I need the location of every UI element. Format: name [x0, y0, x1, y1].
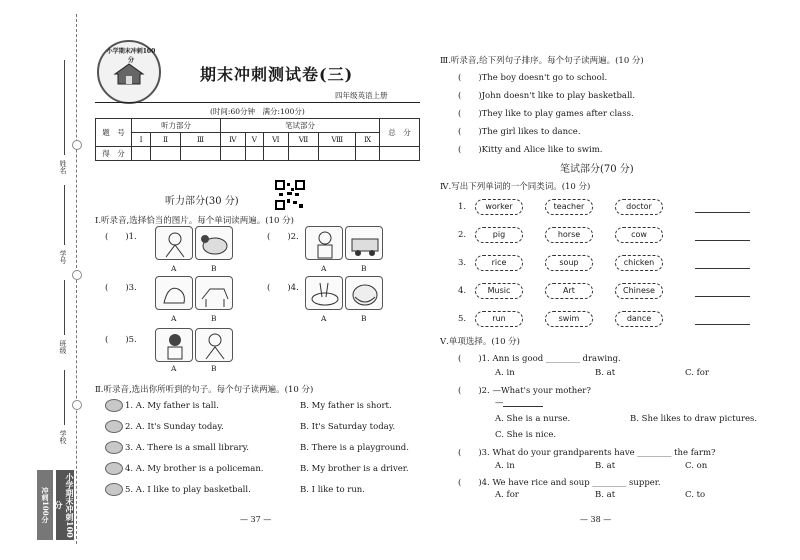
student-id-underline [64, 185, 65, 245]
class-underline [64, 280, 65, 335]
word-oval: swim [545, 311, 593, 327]
score-numeral: Ⅳ [221, 133, 245, 147]
sec3-item-4[interactable]: ( )The girl likes to dance. [458, 127, 581, 137]
answer-bubble-icon[interactable] [105, 420, 123, 433]
title-divider [95, 102, 420, 103]
page-title: 期末冲刺测试卷(三) [200, 65, 354, 84]
sec4-row-3-number: 3. [458, 258, 467, 268]
answer-bubble-icon[interactable] [105, 462, 123, 475]
word-oval: doctor [615, 199, 663, 215]
sec5-q4-b[interactable]: B. at [595, 490, 616, 500]
page-number-right: — 38 — [580, 515, 612, 524]
sec5-q1-c[interactable]: C. for [685, 368, 709, 378]
picture-5a[interactable] [155, 328, 193, 362]
sec5-q2-dash: — [495, 398, 504, 408]
name-underline [64, 60, 65, 155]
sec5-q4-c[interactable]: C. to [685, 490, 706, 500]
picture-2a[interactable] [305, 226, 343, 260]
sec3-item-2[interactable]: ( )John doesn't like to play basketball. [458, 91, 636, 101]
option-a-label: A [321, 264, 327, 273]
option-a-label: A [321, 314, 327, 323]
name-label: 姓名 [59, 160, 67, 174]
binding-hole [72, 400, 82, 410]
sec3-item-1[interactable]: ( )The boy doesn't go to school. [458, 73, 608, 83]
qr-code-icon[interactable] [275, 180, 305, 210]
score-cell[interactable] [319, 147, 356, 161]
option-b-label: B [211, 364, 217, 373]
score-table [95, 118, 420, 161]
score-numeral: Ⅵ [264, 133, 289, 147]
picture-5b[interactable] [195, 328, 233, 362]
sec2-row-3-b: B. There is a playground. [300, 443, 409, 453]
score-numeral: Ⅷ [319, 133, 356, 147]
section-5-title: Ⅴ.单项选择。(10 分) [440, 337, 520, 347]
score-cell[interactable] [380, 147, 420, 161]
word-oval: Chinese [615, 283, 663, 299]
binding-hole [72, 140, 82, 150]
sec5-q1-a[interactable]: A. in [495, 368, 515, 378]
word-oval: dance [615, 311, 663, 327]
sec3-item-3[interactable]: ( )They like to play games after class. [458, 109, 634, 119]
picture-2b[interactable] [345, 226, 383, 260]
student-id-label: 学号 [59, 250, 67, 264]
option-a-label: A [171, 264, 177, 273]
written-head: 笔试部分 [221, 119, 380, 133]
picture-4b[interactable] [345, 276, 383, 310]
brand-tab: 小学期末冲刺100分 [56, 470, 74, 540]
score-cell[interactable] [221, 147, 245, 161]
score-cell[interactable] [288, 147, 319, 161]
picture-1b[interactable] [195, 226, 233, 260]
series-logo [97, 40, 161, 104]
score-numeral: Ⅲ [180, 133, 220, 147]
section-3-title: Ⅲ.听录音,给下列句子排序。每个句子读两遍。(10 分) [440, 56, 644, 66]
word-oval: horse [545, 227, 593, 243]
word-oval: teacher [545, 199, 593, 215]
school-underline [64, 370, 65, 425]
score-numeral: Ⅰ [132, 133, 151, 147]
answer-bubble-icon[interactable] [105, 441, 123, 454]
picture-3a[interactable] [155, 276, 193, 310]
answer-blank[interactable] [695, 324, 750, 325]
question-4-number[interactable]: ( )4. [267, 283, 299, 293]
word-oval: Art [545, 283, 593, 299]
sec5-q3-c[interactable]: C. on [685, 461, 708, 471]
class-label: 班级 [59, 340, 67, 354]
sec5-q4[interactable]: ( )4. We have rice and soup ________ supper. [458, 478, 661, 488]
score-numeral: Ⅴ [245, 133, 263, 147]
sec5-q2[interactable]: ( )2. —What's your mother? [458, 386, 591, 396]
answer-blank[interactable] [503, 406, 543, 407]
score-cell[interactable] [151, 147, 181, 161]
question-3-number[interactable]: ( )3. [105, 283, 137, 293]
written-title: 笔试部分(70 分) [560, 164, 634, 175]
sec5-q1-b[interactable]: B. at [595, 368, 616, 378]
sec5-q2-c[interactable]: C. She is nice. [495, 430, 557, 440]
listen-head: 听力部分 [132, 119, 221, 133]
page-number-left: — 37 — [240, 515, 272, 524]
listening-title: 听力部分(30 分) [165, 196, 239, 207]
sec5-q4-a[interactable]: A. for [495, 490, 519, 500]
answer-bubble-icon[interactable] [105, 399, 123, 412]
sec2-row-5-a: 5. A. I like to play basketball. [125, 485, 251, 495]
section-4-title: Ⅳ.写出下列单词的一个同类词。(10 分) [440, 182, 591, 192]
option-a-label: A [171, 314, 177, 323]
word-oval: run [475, 311, 523, 327]
sec5-q2-b[interactable]: B. She likes to draw pictures. [630, 414, 758, 424]
word-oval: worker [475, 199, 523, 215]
score-cell[interactable] [264, 147, 289, 161]
question-2-number[interactable]: ( )2. [267, 232, 299, 242]
picture-3b[interactable] [195, 276, 233, 310]
sec2-row-1-b: B. My father is short. [300, 401, 392, 411]
binding-hole [72, 270, 82, 280]
sec5-q3-a[interactable]: A. in [495, 461, 515, 471]
series-logo-text: 小学期末冲刺100分 [106, 48, 156, 64]
sec2-row-2-b: B. It's Saturday today. [300, 422, 396, 432]
option-a-label: A [171, 364, 177, 373]
binding-margin [0, 0, 95, 560]
answer-blank[interactable] [695, 240, 750, 241]
sec5-q1[interactable]: ( )1. Ann is good ________ drawing. [458, 354, 621, 364]
answer-blank[interactable] [695, 212, 750, 213]
grade-label: 四年级英语上册 [335, 91, 388, 100]
word-oval: chicken [615, 255, 663, 271]
word-oval: pig [475, 227, 523, 243]
left-page [95, 0, 425, 560]
score-cell[interactable] [245, 147, 263, 161]
answer-blank[interactable] [695, 296, 750, 297]
sec4-row-5-number: 5. [458, 314, 467, 324]
score-cell[interactable] [132, 147, 151, 161]
brand-tab-secondary: 冲刺100分 [37, 470, 53, 540]
question-1-number[interactable]: ( )1. [105, 232, 137, 242]
answer-bubble-icon[interactable] [105, 483, 123, 496]
sec2-row-3-a: 3. A. There is a small library. [125, 443, 249, 453]
word-oval: soup [545, 255, 593, 271]
sec4-row-4-number: 4. [458, 286, 467, 296]
section-1-title: Ⅰ.听录音,选择恰当的图片。每个单词读两遍。(10 分) [95, 216, 294, 226]
sec2-row-2-a: 2. A. It's Sunday today. [125, 422, 224, 432]
sec4-row-1-number: 1. [458, 202, 467, 212]
score-numeral: Ⅶ [288, 133, 319, 147]
picture-4a[interactable] [305, 276, 343, 310]
sec5-q3[interactable]: ( )3. What do your grandparents have ________ the farm? [458, 448, 716, 458]
score-numeral: Ⅸ [356, 133, 380, 147]
score-cell[interactable] [180, 147, 220, 161]
total-head: 总 分 [380, 119, 420, 147]
option-b-label: B [361, 264, 367, 273]
question-5-number[interactable]: ( )5. [105, 335, 137, 345]
option-b-label: B [361, 314, 367, 323]
score-numeral: Ⅱ [151, 133, 181, 147]
picture-1a[interactable] [155, 226, 193, 260]
school-label: 学校 [59, 430, 67, 444]
word-oval: cow [615, 227, 663, 243]
score-row-label: 得 分 [96, 147, 132, 161]
sec5-q2-a[interactable]: A. She is a nurse. [495, 414, 571, 424]
score-col-head: 题 号 [96, 119, 132, 147]
time-info: (时间:60分钟 满分:100分) [210, 107, 305, 116]
answer-blank[interactable] [695, 268, 750, 269]
sec4-row-2-number: 2. [458, 230, 467, 240]
word-oval: Music [475, 283, 523, 299]
house-icon [113, 62, 145, 84]
word-oval: rice [475, 255, 523, 271]
sec3-item-5[interactable]: ( )Kitty and Alice like to swim. [458, 145, 603, 155]
score-cell[interactable] [356, 147, 380, 161]
sec5-q3-b[interactable]: B. at [595, 461, 616, 471]
sec2-row-4-b: B. My brother is a driver. [300, 464, 409, 474]
sec2-row-1-a: 1. A. My father is tall. [125, 401, 219, 411]
option-b-label: B [211, 314, 217, 323]
section-2-title: Ⅱ.听录音,选出你所听到的句子。每个句子读两遍。(10 分) [95, 385, 314, 395]
sec2-row-4-a: 4. A. My brother is a policeman. [125, 464, 264, 474]
option-b-label: B [211, 264, 217, 273]
right-page [440, 0, 795, 560]
sec2-row-5-b: B. I like to run. [300, 485, 365, 495]
